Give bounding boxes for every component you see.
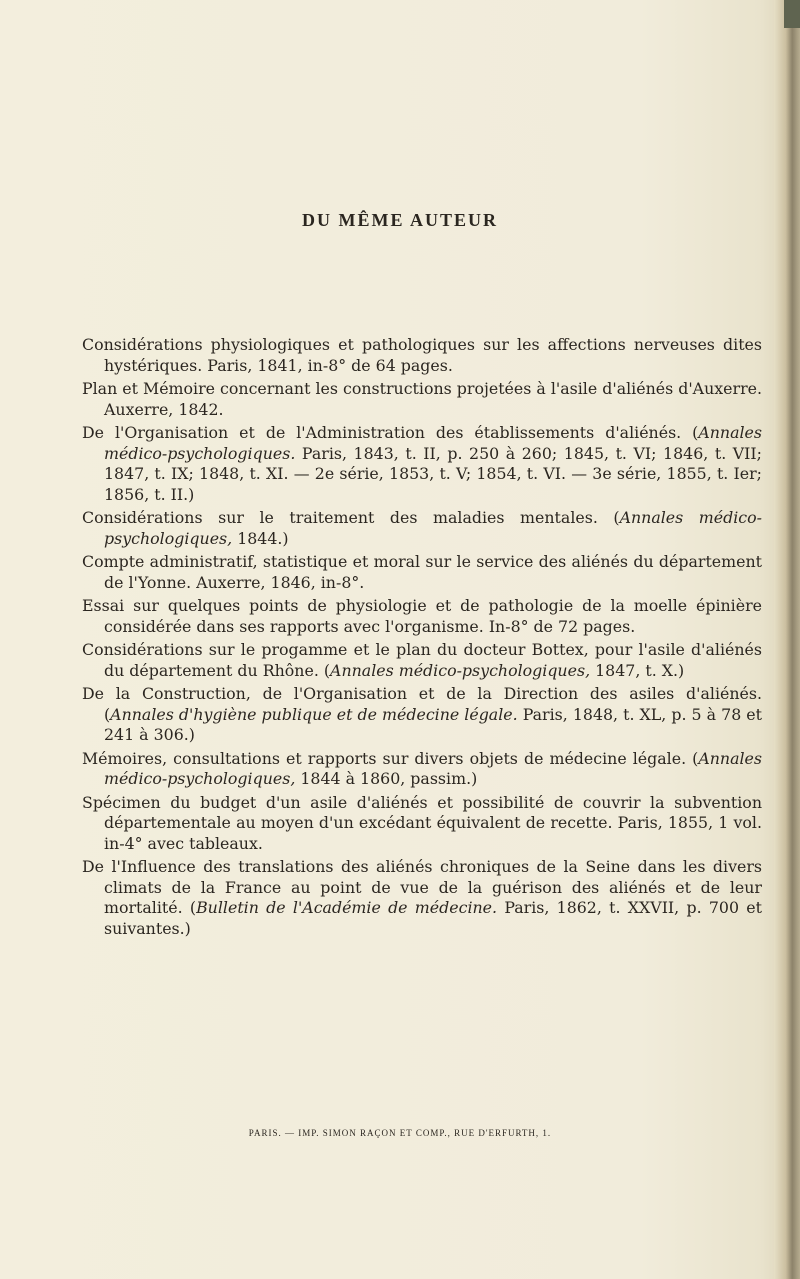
printer-imprint: PARIS. — IMP. SIMON RAÇON ET COMP., RUE D'ERFURTH, 1. (248, 1128, 552, 1138)
bibliography-entry: Considérations sur le traitement des maladies mentales. (Annales médico-psychologiques, 1844.) (82, 508, 762, 548)
bibliography-entry: Essai sur quelques points de physiologie et de pathologie de la moelle épinière considérée dans ses rapports avec l'organisme. In-8° de 72 pages. (82, 596, 762, 636)
page-heading: DU MÊME AUTEUR (301, 210, 498, 230)
bibliography-entry: Considérations sur le progamme et le plan du docteur Bottex, pour l'asile d'aliénés du département du Rhône. (Annales médico-psychologiques, 1847, t. X.) (82, 640, 762, 680)
bibliography-entry: De la Construction, de l'Organisation et de la Direction des asiles d'aliénés. (Annales d'hygiène publique et de médecine légale. Paris, 1848, t. XL, p. 5 à 78 et 241 à 306.) (82, 684, 762, 744)
bibliography-entry: Mémoires, consultations et rapports sur divers objets de médecine légale. (Annales médico-psychologiques, 1844 à 1860, passim.) (82, 748, 762, 788)
spine-tab (784, 0, 800, 28)
bibliography-entry: Considérations physiologiques et pathologiques sur les affections nerveuses dites hystériques. Paris, 1841, in-8° de 64 pages. (82, 335, 762, 375)
bibliography-entry: Plan et Mémoire concernant les constructions projetées à l'asile d'aliénés d'Auxerre. Auxerre, 1842. (82, 379, 762, 419)
bibliography-entry: Spécimen du budget d'un asile d'aliénés et possibilité de couvrir la subvention départementale au moyen d'un excédant équivalent de recette. Paris, 1855, 1 vol. in-4° avec tableaux. (82, 792, 762, 853)
page-edge (774, 0, 800, 1279)
bibliography-entry: Compte administratif, statistique et moral sur le service des aliénés du département de l'Yonne. Auxerre, 1846, in-8°. (82, 552, 762, 592)
bibliography-entry: De l'Influence des translations des aliénés chroniques de la Seine dans les divers climats de la France au point de vue de la guérison des aliénés et de leur mortalité. (Bulletin de l'Académie de médecine. Paris, 1862, t. XXVII, p. 700 et suivantes.) (82, 857, 762, 938)
bibliography-list (82, 335, 762, 942)
bibliography-entry: De l'Organisation et de l'Administration des établissements d'aliénés. (Annales médico-psychologiques. Paris, 1843, t. II, p. 250 à 260; 1845, t. VI; 1846, t. VII; 1847, t. IX; 1848, t. XI. — 2e série, 1853, t. V; 1854, t. VI. — 3e série, 1855, t. Ier; 1856, t. II.) (82, 423, 762, 504)
